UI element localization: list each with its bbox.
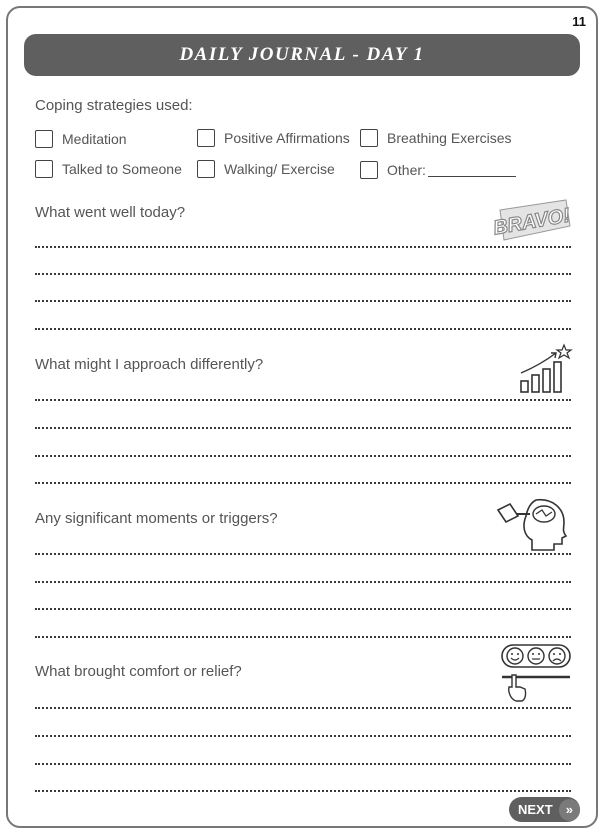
write-line[interactable]	[35, 608, 571, 610]
coping-heading: Coping strategies used:	[35, 97, 193, 114]
question-approach-differently: What might I approach differently?	[35, 356, 264, 373]
write-line[interactable]	[35, 581, 571, 583]
write-line[interactable]	[35, 300, 571, 302]
write-line[interactable]	[35, 455, 571, 457]
bravo-badge-icon	[494, 196, 574, 249]
checkbox-label: Other:	[387, 162, 426, 178]
checkbox-breathing-exercises[interactable]	[360, 129, 512, 147]
write-line[interactable]	[35, 553, 571, 555]
write-line[interactable]	[35, 790, 571, 792]
next-button-label: NEXT	[518, 802, 553, 817]
question-significant-moments: Any significant moments or triggers?	[35, 510, 278, 527]
question-went-well: What went well today?	[35, 204, 186, 221]
write-line[interactable]	[35, 763, 571, 765]
question-comfort-relief: What brought comfort or relief?	[35, 663, 242, 680]
checkbox-box[interactable]	[360, 161, 378, 179]
checkbox-box[interactable]	[197, 160, 215, 178]
mood-slider-icon	[500, 643, 574, 710]
page-title: DAILY JOURNAL - DAY 1	[179, 44, 425, 65]
write-line[interactable]	[35, 735, 571, 737]
checkbox-walking-exercise[interactable]	[197, 160, 335, 178]
write-line[interactable]	[35, 399, 571, 401]
write-line[interactable]	[35, 707, 571, 709]
head-brain-icon	[496, 496, 572, 557]
checkbox-label: Walking/ Exercise	[224, 161, 335, 177]
title-bar	[24, 34, 580, 76]
write-line[interactable]	[35, 636, 571, 638]
checkbox-label: Positive Affirmations	[224, 130, 350, 146]
checkbox-meditation[interactable]	[35, 130, 127, 148]
checkbox-box[interactable]	[360, 129, 378, 147]
write-line[interactable]	[35, 273, 571, 275]
checkbox-label: Breathing Exercises	[387, 130, 512, 146]
write-line[interactable]	[35, 328, 571, 330]
write-line[interactable]	[35, 427, 571, 429]
checkbox-positive-affirmations[interactable]	[197, 129, 350, 147]
bravo-badge-text: BRAVO!	[494, 204, 572, 240]
growth-chart-star-icon	[518, 343, 574, 400]
checkbox-talked-to-someone[interactable]	[35, 160, 182, 178]
checkbox-box[interactable]	[197, 129, 215, 147]
checkbox-box[interactable]	[35, 130, 53, 148]
page-number: 11	[572, 14, 586, 29]
other-write-in-line[interactable]	[428, 164, 516, 177]
checkbox-label: Talked to Someone	[62, 161, 182, 177]
chevron-right-double-icon: »	[559, 799, 580, 821]
checkbox-label: Meditation	[62, 131, 127, 147]
write-line[interactable]	[35, 482, 571, 484]
checkbox-other[interactable]	[360, 161, 516, 179]
checkbox-box[interactable]	[35, 160, 53, 178]
write-line[interactable]	[35, 246, 571, 248]
next-button[interactable]	[509, 797, 580, 822]
